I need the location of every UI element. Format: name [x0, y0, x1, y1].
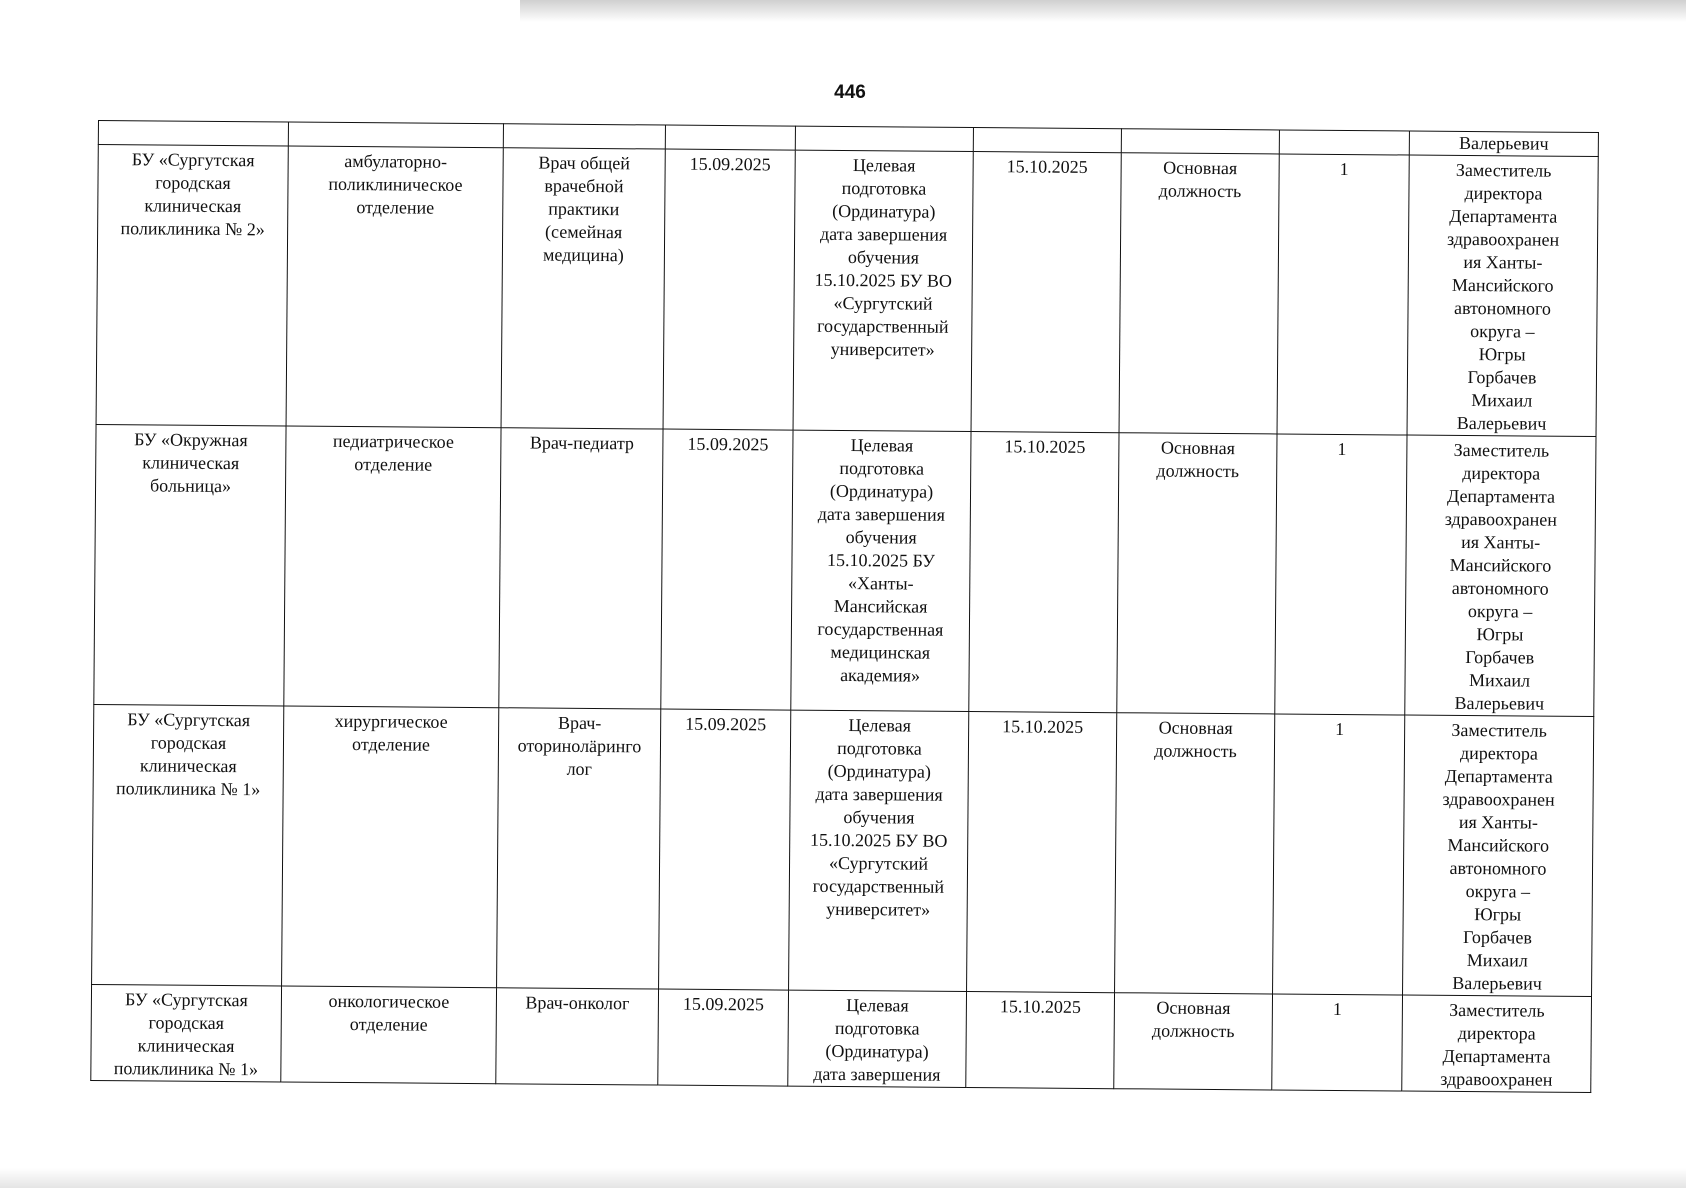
- cell-count: 1: [1275, 434, 1407, 715]
- cell-position: Врач-педиатр: [499, 428, 663, 709]
- cell-position-type: Основная должность: [1119, 153, 1279, 434]
- header-cell: [665, 125, 795, 150]
- cell-position-type: Основная должность: [1115, 713, 1275, 994]
- cell-training: Целевая подготовка (Ординатура) дата завершения: [788, 990, 967, 1087]
- cell-institution: БУ «Сургутская городская клиническая поликлиника № 2»: [96, 145, 288, 427]
- header-cell: [98, 121, 288, 147]
- header-cell: [288, 122, 503, 148]
- cell-position: Врач- оторинолäринго лог: [497, 708, 661, 989]
- header-cell: [1121, 129, 1279, 154]
- cell-count: 1: [1272, 994, 1403, 1091]
- table-row: [91, 984, 1592, 1092]
- cell-date-start: 15.09.2025: [658, 989, 789, 1086]
- header-cell: [1279, 130, 1409, 155]
- cell-date-start: 15.09.2025: [663, 149, 795, 430]
- scan-edge-bottom: [0, 1168, 1686, 1188]
- cell-department: хирургическое отделение: [282, 706, 499, 988]
- cell-count: 1: [1273, 714, 1405, 995]
- cell-training: Целевая подготовка (Ординатура) дата завершения обучения 15.10.2025 БУ ВО «Сургутский государственный университет»: [789, 710, 969, 991]
- cell-responsible: Заместитель директора Департамента здравоохранен ия Ханты- Мансийского автономного округа – Югры Горбачев Михаил Валерьевич: [1403, 715, 1594, 997]
- header-cell: [503, 124, 665, 149]
- cell-date-start: 15.09.2025: [661, 429, 793, 710]
- vacancy-table: [90, 120, 1599, 1093]
- continuation-tail: Валерьевич: [1459, 132, 1549, 154]
- cell-date-end: 15.10.2025: [966, 992, 1115, 1089]
- cell-responsible: Заместитель директора Департамента здравоохранен ия Ханты- Мансийского автономного округа – Югры Горбачев Михаил Валерьевич: [1405, 435, 1596, 717]
- document-body: [90, 120, 1598, 1093]
- cell-position-type: Основная должность: [1114, 993, 1273, 1090]
- page-number: 446: [834, 82, 866, 103]
- cell-institution: БУ «Окружная клиническая больница»: [94, 424, 286, 706]
- cell-position: Врач-онколог: [496, 988, 659, 1085]
- cell-date-end: 15.10.2025: [969, 432, 1119, 713]
- scan-edge-top: [520, 0, 1686, 22]
- cell-department: педиатрическое отделение: [284, 426, 501, 708]
- cell-training: Целевая подготовка (Ординатура) дата завершения обучения 15.10.2025 БУ «Ханты- Мансийская государственная медицинская академия»: [791, 430, 971, 711]
- cell-date-end: 15.10.2025: [971, 152, 1121, 433]
- cell-date-end: 15.10.2025: [967, 712, 1117, 993]
- header-cell: [795, 126, 973, 151]
- cell-count: 1: [1277, 154, 1409, 435]
- cell-date-start: 15.09.2025: [659, 709, 791, 990]
- header-cell-responsible: [1409, 131, 1598, 157]
- cell-position-type: Основная должность: [1117, 433, 1277, 714]
- cell-position: Врач общей врачебной практики (семейная медицина): [501, 148, 665, 429]
- table-row: [92, 704, 1594, 996]
- cell-department: онкологическое отделение: [281, 986, 497, 1084]
- cell-responsible: Заместитель директора Департамента здравоохранен: [1402, 995, 1592, 1093]
- cell-department: амбулаторно- поликлиническое отделение: [286, 146, 503, 428]
- cell-institution: БУ «Сургутская городская клиническая поликлиника № 1»: [92, 704, 284, 986]
- cell-responsible: Заместитель директора Департамента здравоохранен ия Ханты- Мансийского автономного округа – Югры Горбачев Михаил Валерьевич: [1407, 155, 1598, 437]
- cell-institution: БУ «Сургутская городская клиническая поликлиника № 1»: [91, 984, 282, 1082]
- table-row: [94, 424, 1596, 716]
- cell-training: Целевая подготовка (Ординатура) дата завершения обучения 15.10.2025 БУ ВО «Сургутский государственный университет»: [793, 150, 973, 431]
- table-row: [96, 145, 1598, 437]
- header-cell: [973, 128, 1121, 153]
